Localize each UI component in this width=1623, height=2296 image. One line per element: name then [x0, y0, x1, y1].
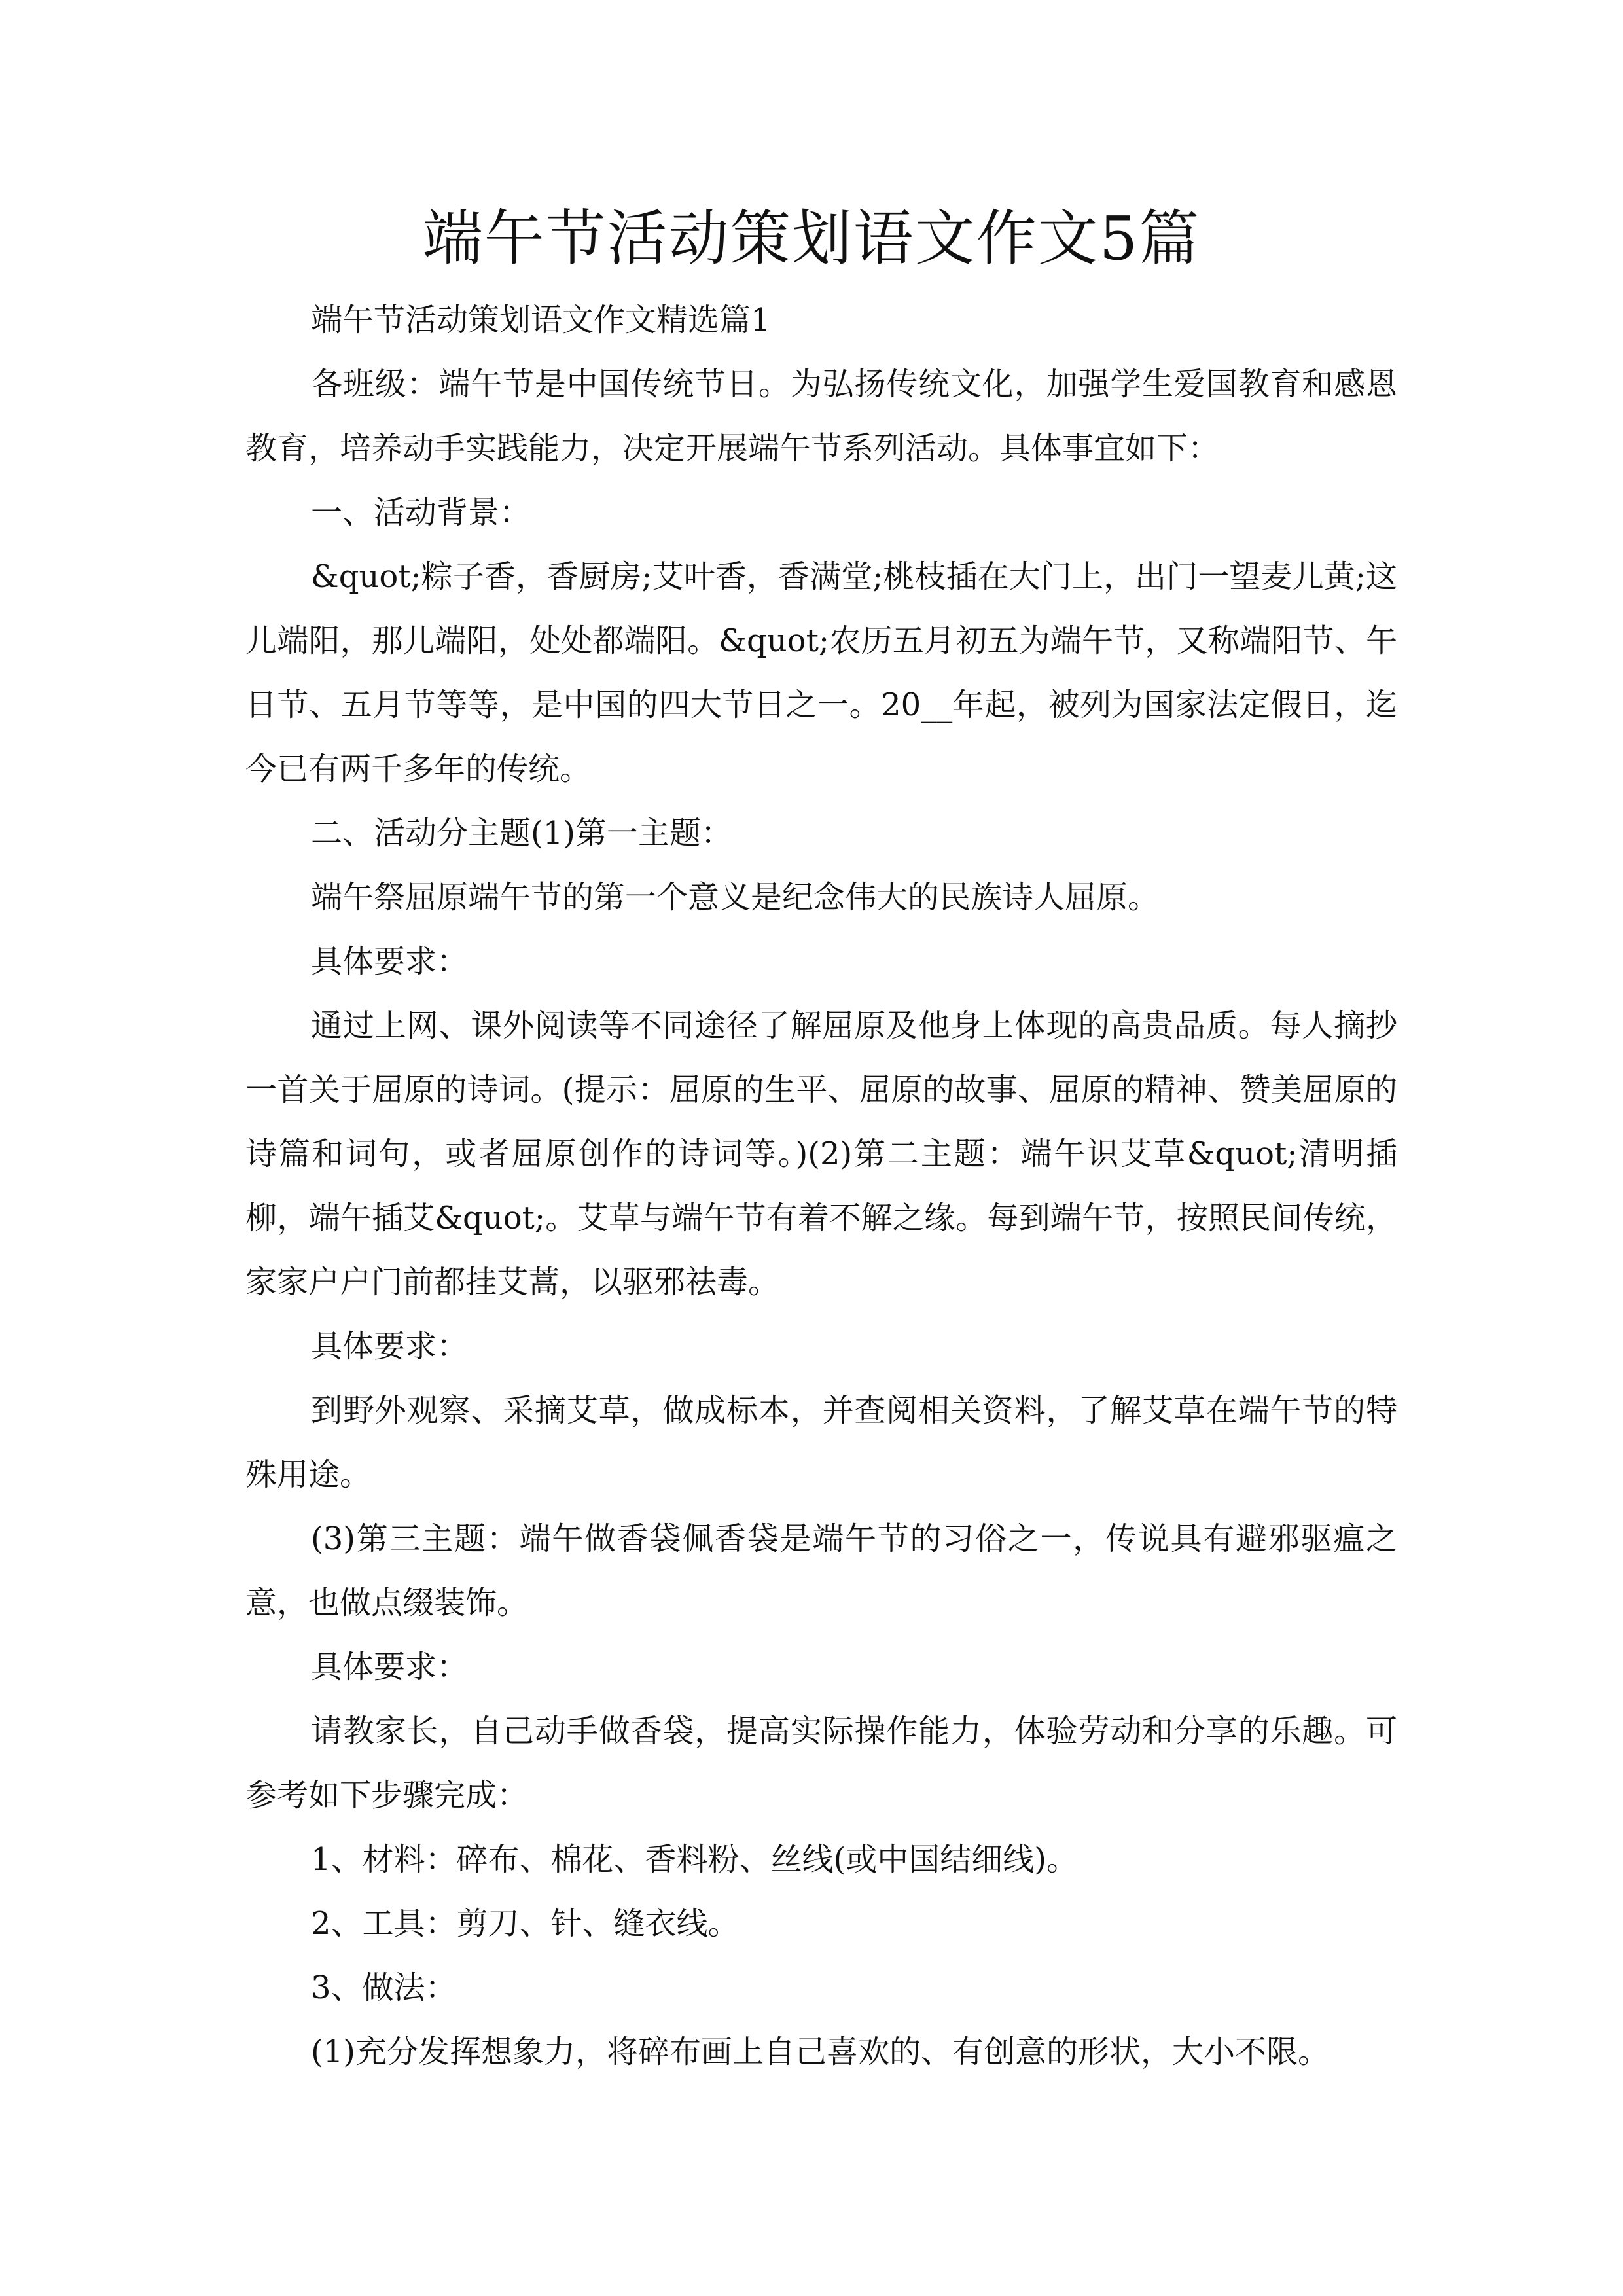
document-body — [245, 288, 1397, 2084]
requirement-heading: 具体要求： — [311, 1328, 469, 1365]
section-heading: 一、活动背景： — [311, 494, 531, 531]
paragraph: 通过上网、课外阅读等不同途径了解屈原及他身上体现的高贵品质。每人摘抄一首关于屈原的诗词。(提示：屈原的生平、屈原的故事、屈原的精神、赞美屈原的诗篇和词句，或者屈原创作的诗词等。)(2)第二主题：端午识艾草&quot;清明插柳，端午插艾&quot;。艾草与端午节有着不解之缘。每到端午节，按照民间传统，家家户户门前都挂艾蒿，以驱邪祛毒。 — [245, 1007, 1397, 1300]
paragraph: 到野外观察、采摘艾草，做成标本，并查阅相关资料，了解艾草在端午节的特殊用途。 — [245, 1392, 1397, 1493]
requirement-heading: 具体要求： — [311, 1649, 469, 1685]
paragraph: 请教家长，自己动手做香袋，提高实际操作能力，体验劳动和分享的乐趣。可参考如下步骤完成： — [245, 1713, 1397, 1814]
document-title: 端午节活动策划语文作文5篇 — [422, 204, 1201, 274]
requirement-heading: 具体要求： — [311, 943, 469, 980]
paragraph: &quot;粽子香，香厨房;艾叶香，香满堂;桃枝插在大门上，出门一望麦儿黄;这儿端阳，那儿端阳，处处都端阳。&quot;农历五月初五为端午节，又称端阳节、午日节、五月节等等，是中国的四大节日之一。20__年起，被列为国家法定假日，迄今已有两千多年的传统。 — [245, 558, 1397, 787]
list-item: (1)充分发挥想象力，将碎布画上自己喜欢的、有创意的形状，大小不限。 — [311, 2034, 1329, 2070]
list-item: 3、做法： — [311, 1969, 457, 2006]
paragraph: 端午祭屈原端午节的第一个意义是纪念伟大的民族诗人屈原。 — [311, 879, 1160, 916]
section-heading: 二、活动分主题(1)第一主题： — [311, 815, 732, 852]
list-item: 1、材料：碎布、棉花、香料粉、丝线(或中国结细线)。 — [311, 1841, 1078, 1878]
paragraph-subtitle: 端午节活动策划语文作文精选篇1 — [311, 302, 771, 338]
paragraph: (3)第三主题：端午做香袋佩香袋是端午节的习俗之一，传说具有避邪驱瘟之意，也做点缀装饰。 — [245, 1520, 1397, 1621]
list-item: 2、工具：剪刀、针、缝衣线。 — [311, 1905, 740, 1942]
paragraph: 各班级：端午节是中国传统节日。为弘扬传统文化，加强学生爱国教育和感恩教育，培养动手实践能力，决定开展端午节系列活动。具体事宜如下： — [245, 366, 1397, 467]
